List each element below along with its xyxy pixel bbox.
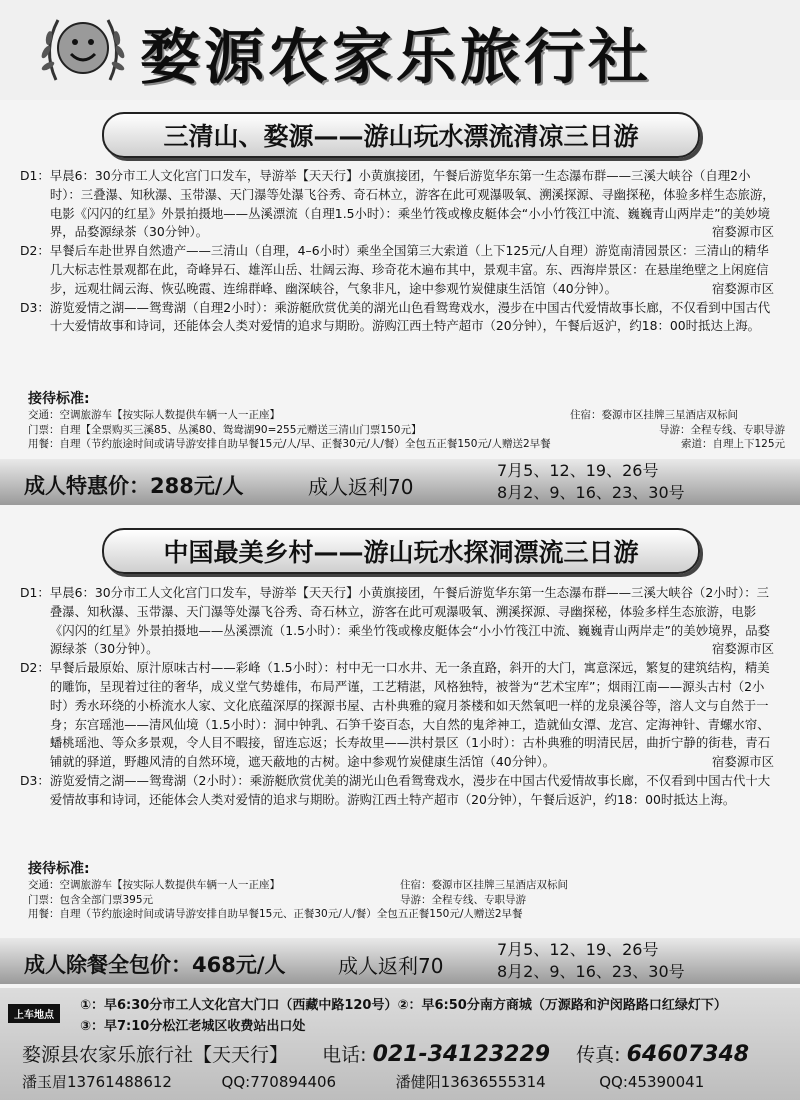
standard-transport: 交通：空调旅游车【按实际人数提供车辆一人一正座】 [28,879,280,891]
tour1-dates [497,460,685,504]
day-label: D3： [20,299,50,315]
fax-number: 64607348 [626,1042,750,1067]
tour1-itinerary [20,167,780,336]
tour1-price: 成人特惠价：288元/人 [24,474,244,498]
contact-2-name: 潘健阳13636555314 [395,1073,546,1091]
tour2-dates [497,939,685,983]
tour2-title-banner: 中国最美乡村——游山玩水探洞漂流三日游 [102,528,700,574]
tour2-price-bar [0,938,800,984]
standard-transport: 交通：空调旅游车【按实际人数提供车辆一人一正座】 [28,409,280,421]
dates-august: 8月2、9、16、23、30号 [497,962,685,981]
company-title: 婺源农家乐旅行社 [140,23,652,93]
standard-guide: 导游：全程专线、专职导游 [400,893,526,906]
tour1-title-banner: 三清山、婺源——游山玩水漂流清凉三日游 [102,112,700,158]
dates-july: 7月5、12、19、26号 [497,461,659,480]
tour1-day3 [20,299,780,337]
tour1-standard-title: 接待标准: [28,391,90,407]
tour1-day2 [20,242,780,298]
day-label: D2： [20,243,50,259]
standard-meals: 用餐：自理（节约旅途时间或请导游安排自助早餐15元、正餐30元/人/餐）全包五正餐150元/人赠送2早餐 [28,908,523,920]
footer-contacts [22,1071,704,1092]
tour2-day1 [20,584,780,659]
tour2-rebate: 成人返利70 [338,954,444,978]
dates-july: 7月5、12、19、26号 [497,940,659,959]
day-text: 早晨6：30分市工人文化宫门口发车，导游举【天天行】小黄旗接团，午餐后游览华东第一生态瀑布群——三溪大峡谷（2小时）：三叠瀑、知秋瀑、玉带瀑、天门瀑等处瀑飞谷秀、奇石林立，游客在此可观瀑吸氧、溯溪探源、寻幽探秘，体验多样生态旅游，电影《闪闪的红星》外景拍摄地——丛溪漂流（1.5小时）：乘坐竹筏或橡皮艇体会“小小竹筏江中流、巍巍青山两岸走”的美妙境界，品婺源绿茶（30分钟）。 宿婺源市区 [50,584,780,659]
day-text: 游览爱情之湖——鸳鸯湖（自理2小时）：乘游艇欣赏优美的湖光山色看鸳鸯戏水，漫步在中国古代爱情故事长廊，不仅看到中国古代十大爱情故事和诗词，还能体会人类对爱情的追求与期盼。游购江西土特产超市（20分钟），午餐后返沪，约18：00时抵达上海。 [49,299,771,334]
stay-note: 宿婺源市区 [706,640,774,659]
day-label: D1： [20,585,50,600]
tel-label: 电话: [322,1044,367,1066]
fax-label: 传真: [576,1044,621,1066]
tour2-price: 成人除餐全包价：468元/人 [24,953,286,977]
agency-name: 婺源县农家乐旅行社【天天行】 [22,1044,289,1066]
day-label: D3： [20,772,50,788]
day-text: 游览爱情之湖——鸳鸯湖（2小时）：乘游艇欣赏优美的湖光山色看鸳鸯戏水，漫步在中国古代爱情故事长廊，不仅看到中国古代十大爱情故事和诗词，还能体会人类对爱情的追求与期盼。游购江西土特产超市（20分钟），午餐后返沪，约18：00时抵达上海。 [49,772,771,807]
day-text: 早晨6：30分市工人文化宫门口发车，导游举【天天行】小黄旗接团，午餐后游览华东第一生态瀑布群——三溪大峡谷（自理2小时）：三叠瀑、知秋瀑、玉带瀑、天门瀑等处瀑飞谷秀、奇石林立，游客在此可观瀑吸氧、溯溪探源、寻幽探秘，体验多样生态旅游，电影《闪闪的红星》外景拍摄地——丛溪漂流（自理1.5小时）：乘坐竹筏或橡皮艇体会“小小竹筏江中流、巍巍青山两岸走”的美妙境界，品婺源绿茶（30分钟）。 宿婺源市区 [50,167,780,242]
tour1-standards-right [570,408,785,452]
tour1-rebate: 成人返利70 [308,475,414,499]
stay-note: 宿婺源市区 [706,753,774,772]
tour2-day3 [20,772,780,810]
tour1-day1 [20,167,780,242]
standard-guide: 导游：全程专线、专职导游 [659,423,785,436]
stay-note: 宿婺源市区 [706,223,774,242]
day-text: 早餐后车赴世界自然遗产——三清山（自理，4–6小时）乘坐全国第三大索道（上下125元/人自理）游览南清园景区：三清山的精华几大标志性景观都在此，奇峰异石、雄浑山岳、壮阔云海、珍奇花木遍布其中，景观丰富。东、西海岸景区：在悬崖绝壁之上闲庭信步，远观壮阔云海、恢弘晚霞、连绵群峰、幽深峡谷，气象非凡，途中参观竹炭健康生活馆（40分钟）。 宿婺源市区 [50,242,780,298]
day-label: D1： [20,168,50,183]
tour1-price-bar [0,459,800,505]
tour1-standards-left [28,408,648,452]
pickup-label: 上车地点 [8,1004,60,1023]
pickup-line-2: ③：早7:10分松江老城区收费站出口处 [80,1019,306,1034]
pickup-line-1: ①：早6:30分市工人文化宫大门口（西藏中路120号）②：早6:50分南方商城（万源路和沪闵路路口红绿灯下） [80,998,727,1013]
standard-tickets: 门票：包含全部门票395元 [28,893,154,906]
contact-1-name: 潘玉眉13761488612 [22,1073,172,1091]
contact-1-qq: QQ:770894406 [221,1073,337,1091]
smiley-laurel-logo-icon [38,8,128,92]
tour2-standard-title: 接待标准: [28,861,90,877]
stay-note: 宿婺源市区 [706,280,774,299]
standard-meals: 用餐：自理（节约旅途时间或请导游安排自助早餐15元/人/早、正餐30元/人/餐）全包五正餐150元/人赠送2早餐 [28,438,551,450]
standard-cableway: 索道：自理上下125元 [680,438,785,450]
tour2-standards-right [400,878,620,907]
header [0,0,800,100]
tour2-day2 [20,659,780,772]
contact-2-qq: QQ:45390041 [599,1073,705,1091]
day-label: D2： [20,660,50,676]
standard-tickets: 门票：自理【全票购买三溪85、丛溪80、鸳鸯湖90=255元赠送三清山门票150元】 [28,423,422,436]
telephone-number: 021-34123229 [372,1042,551,1067]
dates-august: 8月2、9、16、23、30号 [497,483,685,502]
day-text: 早餐后最原始、原汁原味古村——彩峰（1.5小时）：村中无一口水井、无一条直路，斜开的大门，寓意深远，繁复的建筑结构，精美的雕饰，呈现着过往的奢华，成义堂气势雄伟，布局严谨，工艺精湛，风格独特，被誉为“艺术宝库”；烟雨江南——源头古村（2小时）秀水环绕的小桥流水人家、文化底蕴深厚的探源书屋、古朴典雅的窥月茶楼和如天然氧吧一样的龙泉溪谷等，溶人文与自然于一身；东宫瑶池——清风仙境（1.5小时）：洞中钟乳、石笋千姿百态，大自然的鬼斧神工，造就仙女潭、龙宫、定海神针、青螺水帘、蟠桃瑶池、等众多景观，令人目不暇接，留连忘返；长寿故里——洪村景区（1小时）：古朴典雅的明清民居，曲折宁静的街巷，青石铺就的驿道，野趣风清的自然环境，遮天蔽地的古树。途中参观竹炭健康生活馆（40分钟）。 宿婺源市区 [50,659,780,772]
standard-hotel: 住宿：婺源市区挂牌三星酒店双标间 [400,879,568,891]
footer-contact-line [22,1040,749,1067]
tour2-itinerary [20,584,780,810]
standard-hotel: 住宿：婺源市区挂牌三星酒店双标间 [570,409,738,421]
